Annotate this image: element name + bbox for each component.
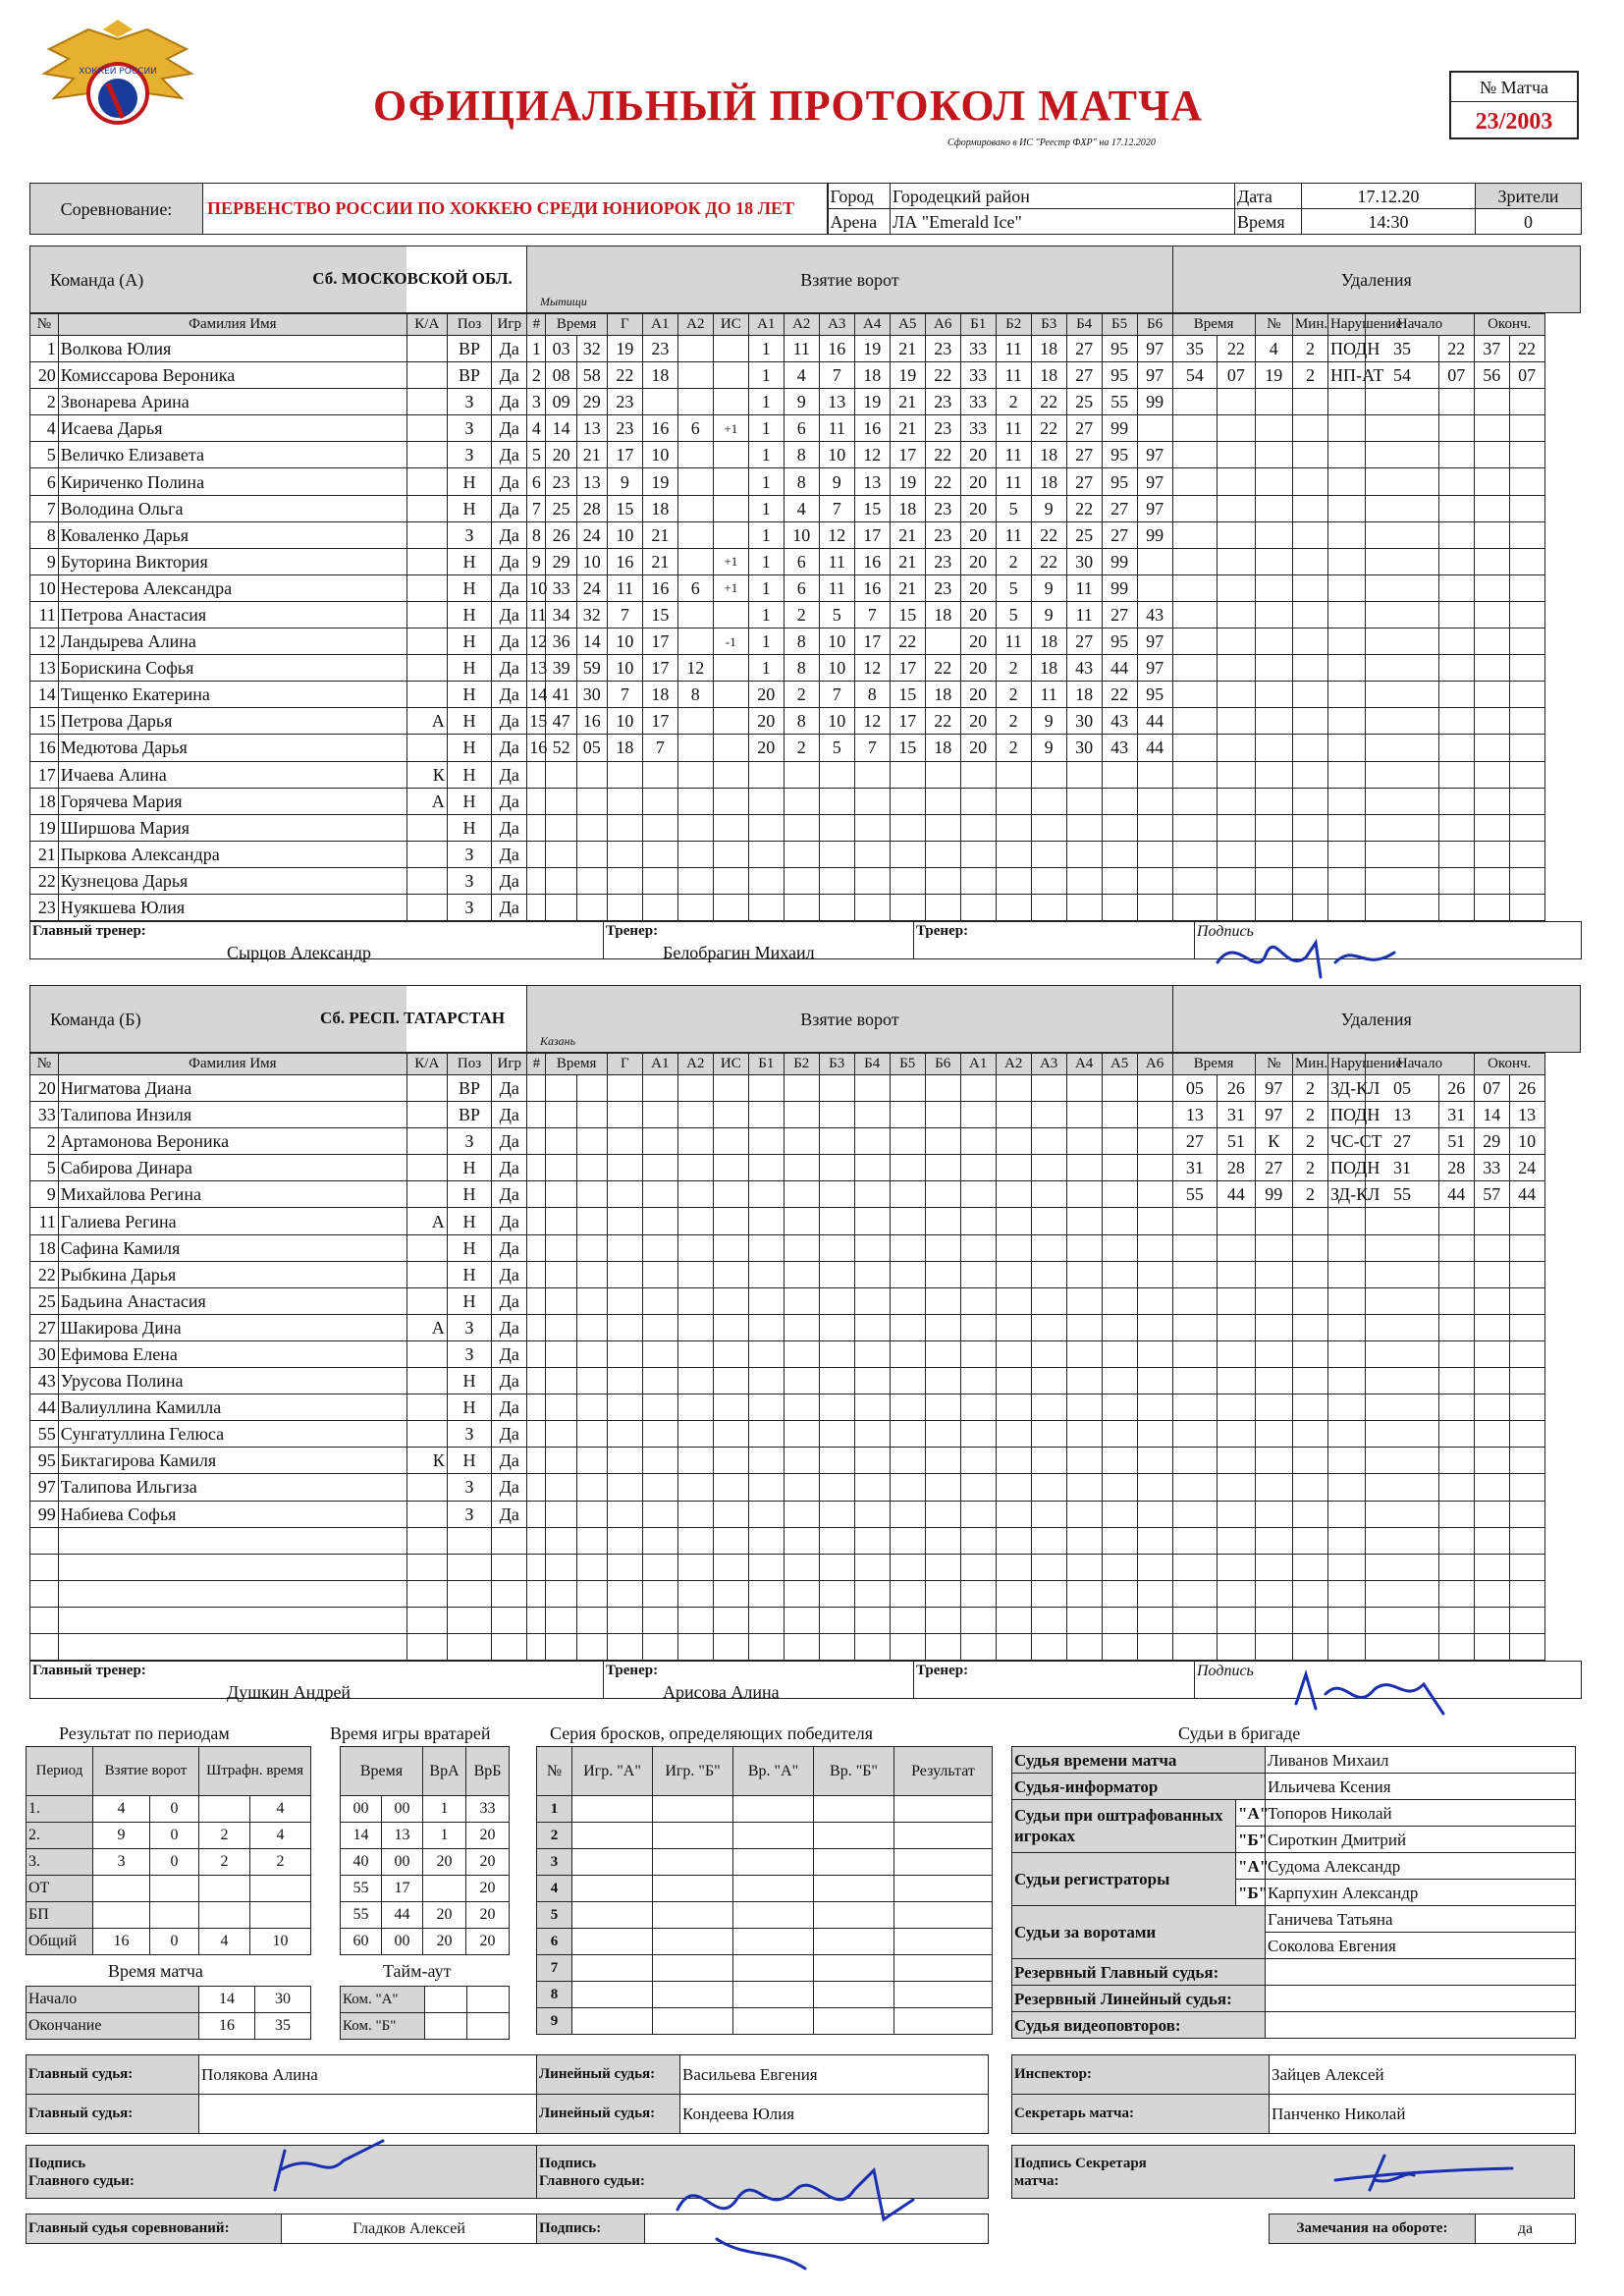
player-name: Сафина Камиля (58, 1234, 406, 1261)
player-name: Ичаева Алина (58, 761, 406, 788)
player-name: Коваленко Дарья (58, 521, 406, 548)
team-b-roster: Команда (Б) Взятие ворот Удаления (29, 985, 1581, 1053)
player-name: Звонарева Арина (58, 389, 406, 415)
signature-main-ref-2 (658, 2151, 952, 2288)
player-name: Нигматова Диана (58, 1075, 406, 1102)
player-name: Бадьина Анастасия (58, 1287, 406, 1314)
player-row: 33 Талипова Инзиля ВР Да 13 31 97 2 ПОДН 13 31 14 13 (30, 1102, 1581, 1128)
match-time: Начало 14 30 Окончание 16 35 (26, 1986, 311, 2040)
period-row: 3. 3 0 2 2 (27, 1849, 311, 1876)
secretary: Панченко Николай (1270, 2095, 1576, 2134)
player-row: 20 Комиссарова Вероника ВР Да 2 08 58 22 18 1 4 7 18 19 22 33 11 18 27 95 97 54 07 19 2 НП-АТ 54 07 56 07 (30, 362, 1581, 389)
player-name: Урусова Полина (58, 1368, 406, 1394)
player-row: 13 Борискина Софья Н Да 13 39 59 10 17 12 1 8 10 12 17 22 20 2 18 43 44 97 (30, 655, 1581, 682)
player-name: Пыркова Александра (58, 841, 406, 867)
player-row: 14 Тищенко Екатерина Н Да 14 41 30 7 18 8 20 2 7 8 15 18 20 2 11 18 22 95 (30, 682, 1581, 708)
goalie-row: 14 13 1 20 (341, 1823, 510, 1849)
player-row: 22 Кузнецова Дарья З Да (30, 867, 1581, 894)
team-city: Казань (540, 1034, 576, 1048)
player-name: Буторина Виктория (58, 548, 406, 574)
player-name: Артамонова Вероника (58, 1128, 406, 1155)
match-info: Соревнование: ПЕРВЕНСТВО РОССИИ ПО ХОККЕЮ СРЕДИ ЮНИОРОК ДО 18 ЛЕТ Город Городецкий район Дата 17.12.20 Зрители Арена ЛА "Emerald Ice" Время 14:30 0 (29, 183, 1582, 235)
player-row: 12 Ландырева Алина Н Да 12 36 14 10 17 -1 1 8 10 17 22 20 11 18 27 95 97 (30, 629, 1581, 655)
signature-team-a (1198, 923, 1434, 992)
goalie-row: 40 00 20 20 (341, 1849, 510, 1876)
head-coach: Сырцов Александр (227, 943, 371, 963)
signature-main-ref-1 (255, 2131, 412, 2210)
notes-value: да (1476, 2214, 1576, 2244)
inspector: Зайцев Алексей (1270, 2055, 1576, 2095)
player-row: 5 Величко Елизавета З Да 5 20 21 17 10 1 8 10 12 17 22 20 11 18 27 95 97 (30, 442, 1581, 468)
player-name: Галиева Регина (58, 1208, 406, 1234)
player-name: Михайлова Регина (58, 1181, 406, 1208)
player-name: Сунгатуллина Гелюса (58, 1421, 406, 1448)
player-name: Набиева Софья (58, 1501, 406, 1527)
page-title: ОФИЦИАЛЬНЫЙ ПРОТОКОЛ МАТЧА (373, 82, 1204, 130)
player-name: Исаева Дарья (58, 415, 406, 442)
period-results: Период Взятие ворот Штрафн. время 1. 4 0 4 2. 9 0 2 4 3. 3 0 2 2 ОТ БП Общий 16 0 4 10 (26, 1746, 311, 1955)
player-name: Нуякшева Юлия (58, 894, 406, 920)
competition-name: ПЕРВЕНСТВО РОССИИ ПО ХОККЕЮ СРЕДИ ЮНИОРОК ДО 18 ЛЕТ (203, 184, 828, 235)
player-row: 6 Кириченко Полина Н Да 6 23 13 9 19 1 8 9 13 19 22 20 11 18 27 95 97 (30, 468, 1581, 495)
match-number: 23/2003 (1475, 109, 1553, 135)
date: 17.12.20 (1302, 184, 1476, 209)
officials-table: Судья времени матча Ливанов Михаил Судья-информатор Ильичева Ксения Судьи при оштрафованных игроках "А" Топоров Николай "Б" Сироткин Дмитрий Судьи регистраторы "А" Судома Александр "Б" Карпухин Александр Судьи за воротами Ганичева Татьяна Соколова Евгения Резервный Главный судья: Резервный Линейный судья: Судья видеоповторов: (1011, 1746, 1576, 2039)
team-a-name: Сб. МОСКОВСКОЙ ОБЛ. (312, 269, 513, 288)
period-row: БП (27, 1902, 311, 1929)
player-row: 44 Валиуллина Камилла Н Да (30, 1394, 1581, 1421)
player-row: 2 Звонарева Арина З Да 3 09 29 23 1 9 13 19 21 23 33 2 22 25 55 99 (30, 389, 1581, 415)
head-coach: Душкин Андрей (227, 1682, 352, 1703)
player-row: 10 Нестерова Александра Н Да 10 33 24 11 16 6 +1 1 6 11 16 21 23 20 5 9 11 99 (30, 574, 1581, 601)
shootout-table: № Игр. "А" Игр. "Б" Вр. "А" Вр. "Б" Результат 1 2 3 4 5 6 7 8 9 (536, 1746, 993, 2035)
coach: Белобрагин Михаил (663, 943, 815, 963)
period-row: ОТ (27, 1876, 311, 1902)
player-row: 17 Ичаева Алина К Н Да (30, 761, 1581, 788)
player-row (30, 1607, 1581, 1633)
player-name: Волкова Юлия (58, 336, 406, 362)
linesman-1: Васильева Евгения (680, 2055, 989, 2095)
player-name: Горячева Мария (58, 788, 406, 814)
player-row: 8 Коваленко Дарья З Да 8 26 24 10 21 1 10 12 17 21 23 20 11 22 25 27 99 (30, 521, 1581, 548)
fhr-logo (29, 20, 206, 167)
goalie-time: Время ВрА ВрБ 00 00 1 33 14 13 1 20 40 00 20 20 55 17 20 55 44 20 20 60 00 20 20 (340, 1746, 510, 1955)
period-row: Общий 16 0 4 10 (27, 1929, 311, 1955)
secretary-sign-box: Подпись Секретаря матча: (1012, 2146, 1575, 2199)
linesman-2: Кондеева Юлия (680, 2095, 989, 2134)
player-name: Петрова Дарья (58, 708, 406, 735)
city: Городецкий район (891, 184, 1235, 209)
player-name: Петрова Анастасия (58, 601, 406, 628)
goalie-row: 60 00 20 20 (341, 1929, 510, 1955)
player-row: 2 Артамонова Вероника З Да 27 51 К 2 ЧС-СТ 27 51 29 10 (30, 1128, 1581, 1155)
player-row: 11 Петрова Анастасия Н Да 11 34 32 7 15 1 2 5 7 15 18 20 5 9 11 27 43 (30, 601, 1581, 628)
player-row: 19 Ширшова Мария Н Да (30, 814, 1581, 841)
player-name: Кузнецова Дарья (58, 867, 406, 894)
player-row: 1 Волкова Юлия ВР Да 1 03 32 19 23 1 11 16 19 21 23 33 11 18 27 95 97 35 22 4 2 ПОДН 35 22 37 22 (30, 336, 1581, 362)
player-row: 97 Талипова Ильгиза З Да (30, 1474, 1581, 1501)
goalie-row: 55 17 20 (341, 1876, 510, 1902)
player-row: 15 Петрова Дарья А Н Да 15 47 16 10 17 20 8 10 12 17 22 20 2 9 30 43 44 (30, 708, 1581, 735)
timeout: Ком. "А" Ком. "Б" (340, 1986, 510, 2040)
team-a-section: Команда (А) Взятие ворот Удаления № Фамилия Имя К/А Поз Игр # Время Г А1 А2 ИС А1 А2 А3 А4 А5 А6 Б1 Б2 Б3 Б4 Б5 Б6 Время № Мин. Нарушение Начало Оконч. 1 Волкова Юлия ВР Да 1 03 32 19 23 1 11 16 19 21 23 33 11 18 27 95 97 35 22 4 2 ПОДН 35 22 37 22 20 Комиссарова Вероника ВР Да 2 08 58 22 18 1 4 7 18 19 22 33 11 18 27 95 97 54 07 19 2 НП-АТ 54 07 56 07 2 Звонарева Арина З Да 3 09 29 23 1 9 13 19 21 23 33 2 22 25 55 99 4 Исаева Дарья З Да 4 14 13 23 16 6 +1 1 6 11 16 21 23 33 11 22 27 99 5 Величко Елизавета З Да 5 20 21 17 10 1 8 10 12 17 22 20 11 18 27 95 97 6 Кириченко Полина Н Да 6 23 13 9 19 1 8 9 13 19 22 20 11 18 27 95 97 7 Володина Ольга Н Да 7 25 28 15 18 1 4 7 15 18 23 20 5 9 22 27 97 8 Коваленко Дарья З Да 8 26 24 10 21 1 10 12 17 21 23 20 11 22 25 27 99 9 Буторина Виктория Н Да 9 29 10 16 21 +1 1 6 11 16 21 23 20 2 22 30 99 10 Нестерова Александра Н Да 10 33 24 11 16 6 +1 1 6 11 16 21 23 20 5 9 11 99 11 Петрова Анастасия Н Да 11 34 32 7 15 1 2 5 7 15 18 20 5 9 11 27 43 12 Ландырева Алина Н Да 12 36 14 10 17 -1 1 8 10 17 22 20 11 18 27 95 97 13 Борискина Софья Н Да 13 39 59 10 17 12 1 8 10 12 17 22 20 2 18 43 44 97 14 Тищенко Екатерина Н Да 14 41 30 7 18 8 20 2 7 8 15 18 20 2 11 18 22 95 15 Петрова Дарья А Н Да 15 47 16 10 17 20 8 10 12 17 22 20 2 9 30 43 44 16 Медютова Дарья Н Да 16 52 05 18 7 20 2 5 7 15 18 20 2 9 30 43 44 17 Ичаева Алина К Н Да 18 Горячева Мария А Н Да 19 Ширшова Мария Н Да 21 Пыркова Александра З Да 22 Кузнецова Дарья З Да 23 Нуякшева Юлия З Да Главный тренер: Сырцов Александр Тренер: Белобрагин Михаил Тренер: Подпись Сб. МОСКОВСКОЙ ОБЛ. Мытищи (29, 246, 1581, 959)
player-row: 27 Шакирова Дина А З Да (30, 1314, 1581, 1340)
player-name: Комиссарова Вероника (58, 362, 406, 389)
player-row (30, 1554, 1581, 1580)
team-a-coaches: Главный тренер: Сырцов Александр Тренер: Белобрагин Михаил Тренер: Подпись (29, 921, 1582, 959)
player-row: 7 Володина Ольга Н Да 7 25 28 15 18 1 4 7 15 18 23 20 5 9 22 27 97 (30, 495, 1581, 521)
team-b-coaches: Главный тренер: Душкин Андрей Тренер: Арисова Алина Тренер: Подпись (29, 1661, 1582, 1699)
player-name: Талипова Инзиля (58, 1102, 406, 1128)
player-row: 5 Сабирова Динара Н Да 31 28 27 2 ПОДН 31 28 33 24 (30, 1155, 1581, 1181)
player-row: 55 Сунгатуллина Гелюса З Да (30, 1421, 1581, 1448)
player-name: Медютова Дарья (58, 735, 406, 761)
player-row (30, 1527, 1581, 1554)
player-name: Шакирова Дина (58, 1314, 406, 1340)
player-name: Тищенко Екатерина (58, 682, 406, 708)
player-name: Ефимова Елена (58, 1340, 406, 1367)
player-row: 95 Биктагирова Камиля К Н Да (30, 1448, 1581, 1474)
svg-text:ХОККЕЙ РОССИИ: ХОККЕЙ РОССИИ (79, 67, 157, 77)
main-ref-sign-box-2: Подпись Главного судьи: (537, 2146, 989, 2199)
start-time: 14:30 (1302, 209, 1476, 235)
chief-referee: Гладков Алексей (282, 2214, 537, 2244)
signature-secretary (1316, 2141, 1532, 2200)
player-row: 18 Горячева Мария А Н Да (30, 788, 1581, 814)
player-name: Сабирова Динара (58, 1155, 406, 1181)
player-name: Валиуллина Камилла (58, 1394, 406, 1421)
player-row (30, 1633, 1581, 1660)
team-b-section: Команда (Б) Взятие ворот Удаления № Фамилия Имя К/А Поз Игр # Время Г А1 А2 ИС Б1 Б2 Б3 Б4 Б5 Б6 А1 А2 А3 А4 А5 А6 Время № Мин. Нарушение Начало Оконч. 20 Нигматова Диана ВР Да 05 26 97 2 ЗД-КЛ 05 26 07 26 33 Талипова Инзиля ВР Да 13 31 97 2 ПОДН 13 31 14 13 2 Артамонова Вероника З Да 27 51 К 2 ЧС-СТ 27 51 29 10 5 Сабирова Динара Н Да 31 28 27 2 ПОДН 31 28 33 24 9 Михайлова Регина Н Да 55 44 99 2 ЗД-КЛ 55 44 57 44 11 Галиева Регина А Н Да 18 Сафина Камиля Н Да 22 Рыбкина Дарья Н Да 25 Бадьина Анастасия Н Да 27 Шакирова Дина А З Да 30 Ефимова Елена З Да 43 Урусова Полина Н Да 44 Валиуллина Камилла Н Да 55 Сунгатуллина Гелюса З Да 95 Биктагирова Камиля К Н Да 97 Талипова Ильгиза З Да 99 Набиева Софья З Да Главный тренер: Душкин Андрей Тренер: Арисова Алина Тренер: Подпись Сб. РЕСП. ТАТАРСТАН Казань (29, 985, 1581, 1699)
player-row: 23 Нуякшева Юлия З Да (30, 894, 1581, 920)
player-row: 30 Ефимова Елена З Да (30, 1340, 1581, 1367)
player-name: Биктагирова Камиля (58, 1448, 406, 1474)
match-number-box: № Матча 23/2003 (1449, 71, 1579, 139)
team-b-name: Сб. РЕСП. ТАТАРСТАН (319, 1009, 506, 1027)
player-name: Ландырева Алина (58, 629, 406, 655)
signature-team-b (1276, 1665, 1473, 1723)
player-row: 21 Пыркова Александра З Да (30, 841, 1581, 867)
player-name: Рыбкина Дарья (58, 1261, 406, 1287)
inspector-table: Инспектор: Зайцев Алексей Секретарь матча: Панченко Николай (1011, 2054, 1576, 2134)
referees-table: Главный судья: Полякова Алина Линейный судья: Васильева Евгения Главный судья: Линейный судья: Кондеева Юлия (26, 2054, 989, 2134)
generated-note: Сформировано в ИС "Реестр ФХР" на 17.12.2020 (947, 137, 1156, 148)
player-row: 20 Нигматова Диана ВР Да 05 26 97 2 ЗД-КЛ 05 26 07 26 (30, 1075, 1581, 1102)
player-name: Нестерова Александра (58, 574, 406, 601)
player-name: Величко Елизавета (58, 442, 406, 468)
player-row: 43 Урусова Полина Н Да (30, 1368, 1581, 1394)
coach: Арисова Алина (663, 1682, 780, 1703)
player-name: Талипова Ильгиза (58, 1474, 406, 1501)
main-ref-sign-box: Подпись Главного судьи: (27, 2146, 537, 2199)
player-row: 25 Бадьина Анастасия Н Да (30, 1287, 1581, 1314)
main-referee-1: Полякова Алина (199, 2055, 537, 2095)
player-name: Борискина Софья (58, 655, 406, 682)
player-row: 4 Исаева Дарья З Да 4 14 13 23 16 6 +1 1 6 11 16 21 23 33 11 22 27 99 (30, 415, 1581, 442)
player-row: 11 Галиева Регина А Н Да (30, 1208, 1581, 1234)
arena: ЛА "Emerald Ice" (891, 209, 1235, 235)
player-row: 99 Набиева Софья З Да (30, 1501, 1581, 1527)
player-row: 16 Медютова Дарья Н Да 16 52 05 18 7 20 2 5 7 15 18 20 2 9 30 43 44 (30, 735, 1581, 761)
player-row: 18 Сафина Камиля Н Да (30, 1234, 1581, 1261)
goalie-row: 00 00 1 33 (341, 1796, 510, 1823)
team-city: Мытищи (540, 295, 587, 308)
goalie-row: 55 44 20 20 (341, 1902, 510, 1929)
team-a-roster: Команда (А) Взятие ворот Удаления (29, 246, 1581, 313)
player-name: Володина Ольга (58, 495, 406, 521)
player-name: Кириченко Полина (58, 468, 406, 495)
player-name: Ширшова Мария (58, 814, 406, 841)
period-row: 2. 9 0 2 4 (27, 1823, 311, 1849)
spectators: 0 (1476, 209, 1582, 235)
player-row: 9 Михайлова Регина Н Да 55 44 99 2 ЗД-КЛ 55 44 57 44 (30, 1181, 1581, 1208)
period-row: 1. 4 0 4 (27, 1796, 311, 1823)
player-row: 9 Буторина Виктория Н Да 9 29 10 16 21 +1 1 6 11 16 21 23 20 2 22 30 99 (30, 548, 1581, 574)
player-row: 22 Рыбкина Дарья Н Да (30, 1261, 1581, 1287)
player-row (30, 1580, 1581, 1607)
